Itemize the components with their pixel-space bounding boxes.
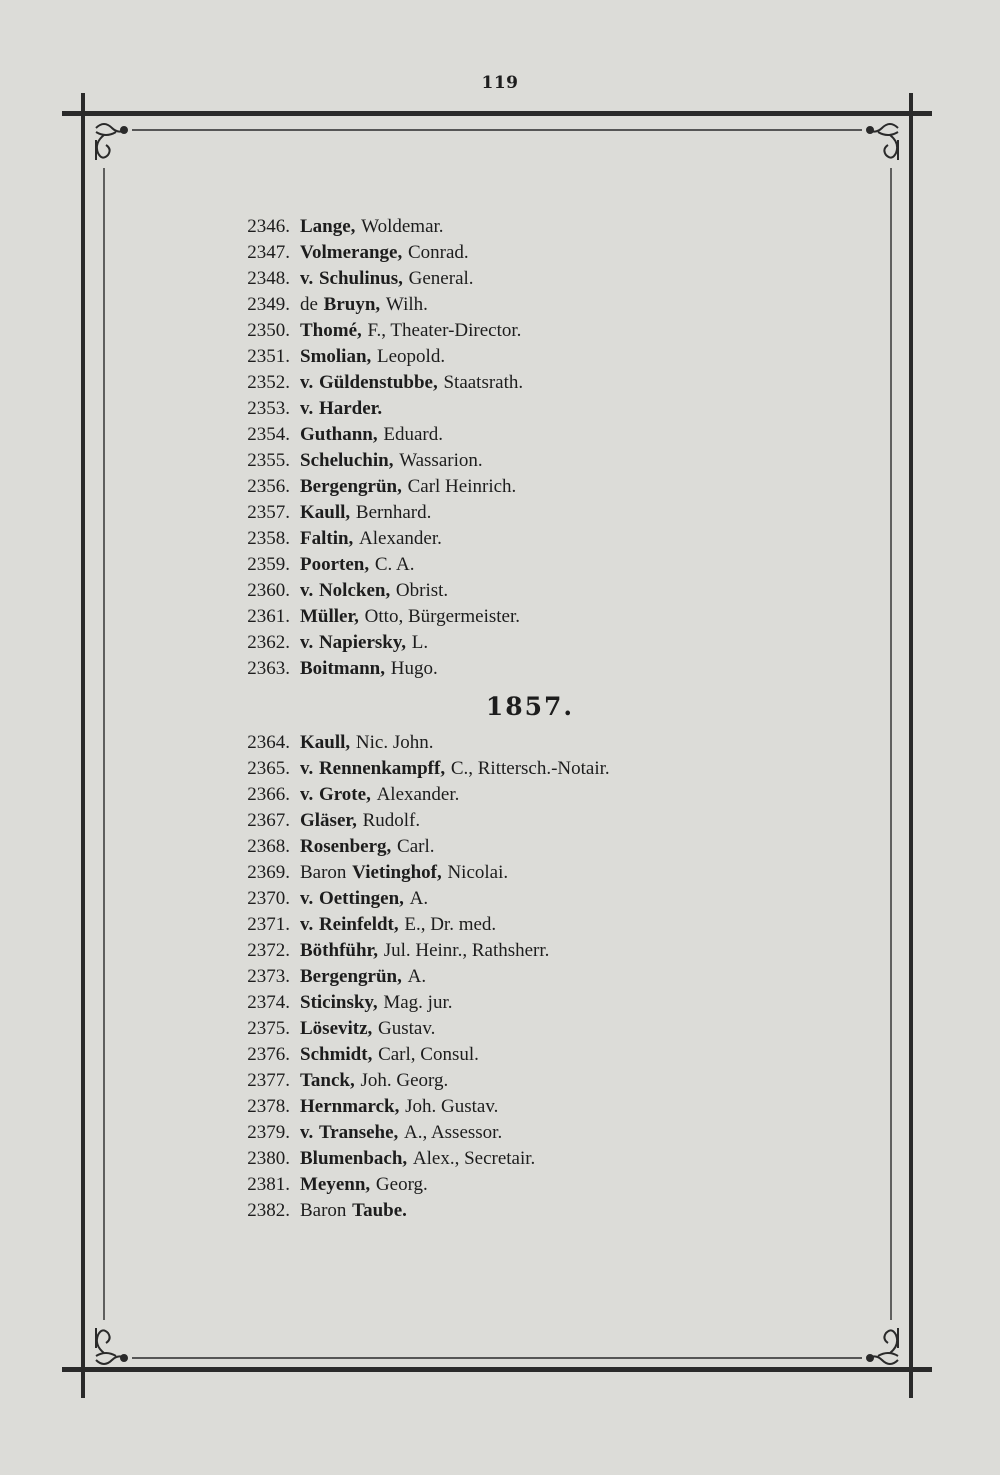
list-item: [210, 240, 770, 266]
list-item: [210, 730, 770, 756]
entry-name: Böthführ,: [300, 940, 378, 961]
list-item: [210, 422, 770, 448]
entry-details: L.: [411, 632, 429, 653]
entry-number: 2382.: [247, 1200, 290, 1221]
list-item: [210, 1198, 770, 1224]
right-thick-rule: [909, 93, 913, 1398]
list-item: [210, 656, 770, 682]
entry-details: Woldemar.: [361, 216, 444, 237]
entry-details: Carl, Consul.: [378, 1044, 479, 1065]
entry-name: Grote,: [318, 784, 371, 805]
list-item: [210, 578, 770, 604]
entry-name: Scheluchin,: [300, 450, 394, 471]
entry-name: Smolian,: [300, 346, 372, 367]
entry-prefix: v.: [300, 398, 314, 419]
entry-prefix: v.: [300, 372, 314, 393]
corner-ornament-bottom-left-icon: [96, 1328, 127, 1364]
entry-name: Tanck,: [300, 1070, 355, 1091]
list-item: [210, 318, 770, 344]
entry-number: 2350.: [247, 320, 290, 341]
entry-details: Staatsrath.: [443, 372, 524, 393]
entry-number: 2379.: [247, 1122, 290, 1143]
entry-number: 2364.: [247, 732, 290, 753]
entry-name: Boitmann,: [300, 658, 385, 679]
page-number: 119: [481, 73, 519, 93]
entry-name: Oettingen,: [318, 888, 404, 909]
entry-details: Wilh.: [385, 294, 428, 315]
entry-details: E., Dr. med.: [404, 914, 497, 935]
entry-details: Carl.: [397, 836, 435, 857]
entry-prefix: Baron: [300, 862, 347, 883]
list-item: [210, 604, 770, 630]
list-item: [210, 344, 770, 370]
list-item: [210, 266, 770, 292]
entry-number: 2381.: [247, 1174, 290, 1195]
entry-details: F., Theater-Director.: [367, 320, 522, 341]
entry-number: 2373.: [247, 966, 290, 987]
entry-details: Obrist.: [395, 580, 449, 601]
entry-number: 2376.: [247, 1044, 290, 1065]
list-item: [210, 860, 770, 886]
entry-number: 2360.: [247, 580, 290, 601]
entry-prefix: v.: [300, 632, 314, 653]
entry-number: 2378.: [247, 1096, 290, 1117]
entry-name: Faltin,: [300, 528, 354, 549]
list-item: [210, 292, 770, 318]
entry-prefix: v.: [300, 268, 314, 289]
entry-name: Nolcken,: [318, 580, 391, 601]
entry-details: A., Assessor.: [404, 1122, 503, 1143]
entry-number: 2358.: [247, 528, 290, 549]
list-item: [210, 214, 770, 240]
entry-number: 2356.: [247, 476, 290, 497]
entry-details: Nic. John.: [355, 732, 434, 753]
list-item: [210, 1120, 770, 1146]
entry-name: Poorten,: [300, 554, 370, 575]
corner-ornament-bottom-right-icon: [867, 1328, 898, 1364]
entry-details: Carl Heinrich.: [407, 476, 517, 497]
entry-name: Reinfeldt,: [318, 914, 399, 935]
entry-number: 2366.: [247, 784, 290, 805]
entry-prefix: v.: [300, 1122, 314, 1143]
entry-number: 2370.: [247, 888, 290, 909]
entry-name: Schmidt,: [300, 1044, 373, 1065]
entry-name: Transehe,: [318, 1122, 399, 1143]
entry-number: 2377.: [247, 1070, 290, 1091]
entry-details: Otto, Bürgermeister.: [364, 606, 520, 627]
entry-details: Hugo.: [390, 658, 438, 679]
list-item: [210, 1094, 770, 1120]
entry-number: 2355.: [247, 450, 290, 471]
entry-name: Kaull,: [300, 732, 351, 753]
list-item: [210, 1146, 770, 1172]
entry-name: Napiersky,: [318, 632, 407, 653]
entry-prefix: v.: [300, 888, 314, 909]
entry-number: 2353.: [247, 398, 290, 419]
entry-details: Alexander.: [376, 784, 460, 805]
entry-name: Thomé,: [300, 320, 362, 341]
entry-details: Joh. Georg.: [360, 1070, 449, 1091]
list-item: [210, 1016, 770, 1042]
entry-prefix: Baron: [300, 1200, 347, 1221]
entry-name: Lange,: [300, 216, 356, 237]
entry-details: Wassarion.: [399, 450, 483, 471]
list-item: [210, 912, 770, 938]
member-list: [210, 214, 770, 1224]
entry-name: Hernmarck,: [300, 1096, 400, 1117]
entry-details: Leopold.: [377, 346, 446, 367]
entry-name: Guthann,: [300, 424, 378, 445]
entry-number: 2362.: [247, 632, 290, 653]
entry-number: 2368.: [247, 836, 290, 857]
list-item: [210, 808, 770, 834]
entry-details: Eduard.: [383, 424, 443, 445]
list-item: [210, 938, 770, 964]
entry-name: Sticinsky,: [300, 992, 378, 1013]
list-item: [210, 834, 770, 860]
entry-details: C., Rittersch.-Notair.: [450, 758, 610, 779]
entry-name: Rosenberg,: [300, 836, 392, 857]
top-thick-rule: [62, 111, 932, 116]
entry-details: Alex., Secretair.: [412, 1148, 536, 1169]
entry-number: 2374.: [247, 992, 290, 1013]
list-item: [210, 630, 770, 656]
entry-number: 2369.: [247, 862, 290, 883]
entry-name: Meyenn,: [300, 1174, 371, 1195]
entry-name: Bruyn,: [323, 294, 381, 315]
entry-details: Jul. Heinr., Rathsherr.: [383, 940, 550, 961]
entry-details: Georg.: [375, 1174, 428, 1195]
entry-details: Alexander.: [359, 528, 442, 549]
list-item: [210, 886, 770, 912]
entry-name: Gläser,: [300, 810, 357, 831]
entry-number: 2375.: [247, 1018, 290, 1039]
list-item: [210, 990, 770, 1016]
entry-name: Blumenbach,: [300, 1148, 408, 1169]
entry-prefix: de: [300, 294, 318, 315]
corner-ornament-top-right-icon: [867, 124, 898, 160]
entry-name: Schulinus,: [318, 268, 403, 289]
list-item: [210, 964, 770, 990]
entry-name: Kaull,: [300, 502, 351, 523]
entry-number: 2371.: [247, 914, 290, 935]
entry-number: 2346.: [247, 216, 290, 237]
entry-number: 2348.: [247, 268, 290, 289]
entry-details: Rudolf.: [362, 810, 421, 831]
list-item: [210, 396, 770, 422]
entry-number: 2349.: [247, 294, 290, 315]
corner-ornament-top-left-icon: [96, 124, 127, 160]
entry-number: 2352.: [247, 372, 290, 393]
entry-number: 2351.: [247, 346, 290, 367]
entry-prefix: v.: [300, 758, 314, 779]
entry-name: Vietinghof,: [352, 862, 442, 883]
entry-name: Bergengrün,: [300, 966, 402, 987]
entry-name: Harder.: [318, 398, 383, 419]
entry-prefix: v.: [300, 914, 314, 935]
bottom-thick-rule: [62, 1367, 932, 1372]
entry-number: 2354.: [247, 424, 290, 445]
list-item: [210, 552, 770, 578]
entry-number: 2347.: [247, 242, 290, 263]
entry-details: C. A.: [374, 554, 415, 575]
entry-details: Nicolai.: [447, 862, 509, 883]
list-item: [210, 1042, 770, 1068]
entry-details: Bernhard.: [355, 502, 432, 523]
list-item: [210, 1068, 770, 1094]
list-item: [210, 756, 770, 782]
entry-name: Bergengrün,: [300, 476, 402, 497]
entry-details: Mag. jur.: [383, 992, 453, 1013]
entry-prefix: v.: [300, 784, 314, 805]
entry-details: Joh. Gustav.: [405, 1096, 499, 1117]
entry-number: 2380.: [247, 1148, 290, 1169]
entry-name: Taube.: [352, 1200, 407, 1221]
entry-number: 2361.: [247, 606, 290, 627]
left-thick-rule: [81, 93, 85, 1398]
list-item: [210, 500, 770, 526]
list-item: [210, 448, 770, 474]
list-item: [210, 474, 770, 500]
list-item: [210, 370, 770, 396]
entry-details: General.: [408, 268, 474, 289]
entry-name: Güldenstubbe,: [318, 372, 438, 393]
entry-number: 2359.: [247, 554, 290, 575]
entry-name: Müller,: [300, 606, 359, 627]
entry-number: 2365.: [247, 758, 290, 779]
entry-number: 2367.: [247, 810, 290, 831]
entry-number: 2357.: [247, 502, 290, 523]
entry-details: Conrad.: [407, 242, 469, 263]
entry-name: Volmerange,: [300, 242, 403, 263]
entry-name: Rennenkampff,: [318, 758, 446, 779]
list-item: [210, 1172, 770, 1198]
entry-prefix: v.: [300, 580, 314, 601]
entry-details: A.: [407, 966, 427, 987]
entry-number: 2372.: [247, 940, 290, 961]
entry-details: A.: [409, 888, 429, 909]
entry-name: Lösevitz,: [300, 1018, 373, 1039]
list-item: [210, 782, 770, 808]
entry-number: 2363.: [247, 658, 290, 679]
entry-details: Gustav.: [378, 1018, 436, 1039]
list-item: [210, 526, 770, 552]
year-heading: 1857.: [485, 692, 575, 721]
